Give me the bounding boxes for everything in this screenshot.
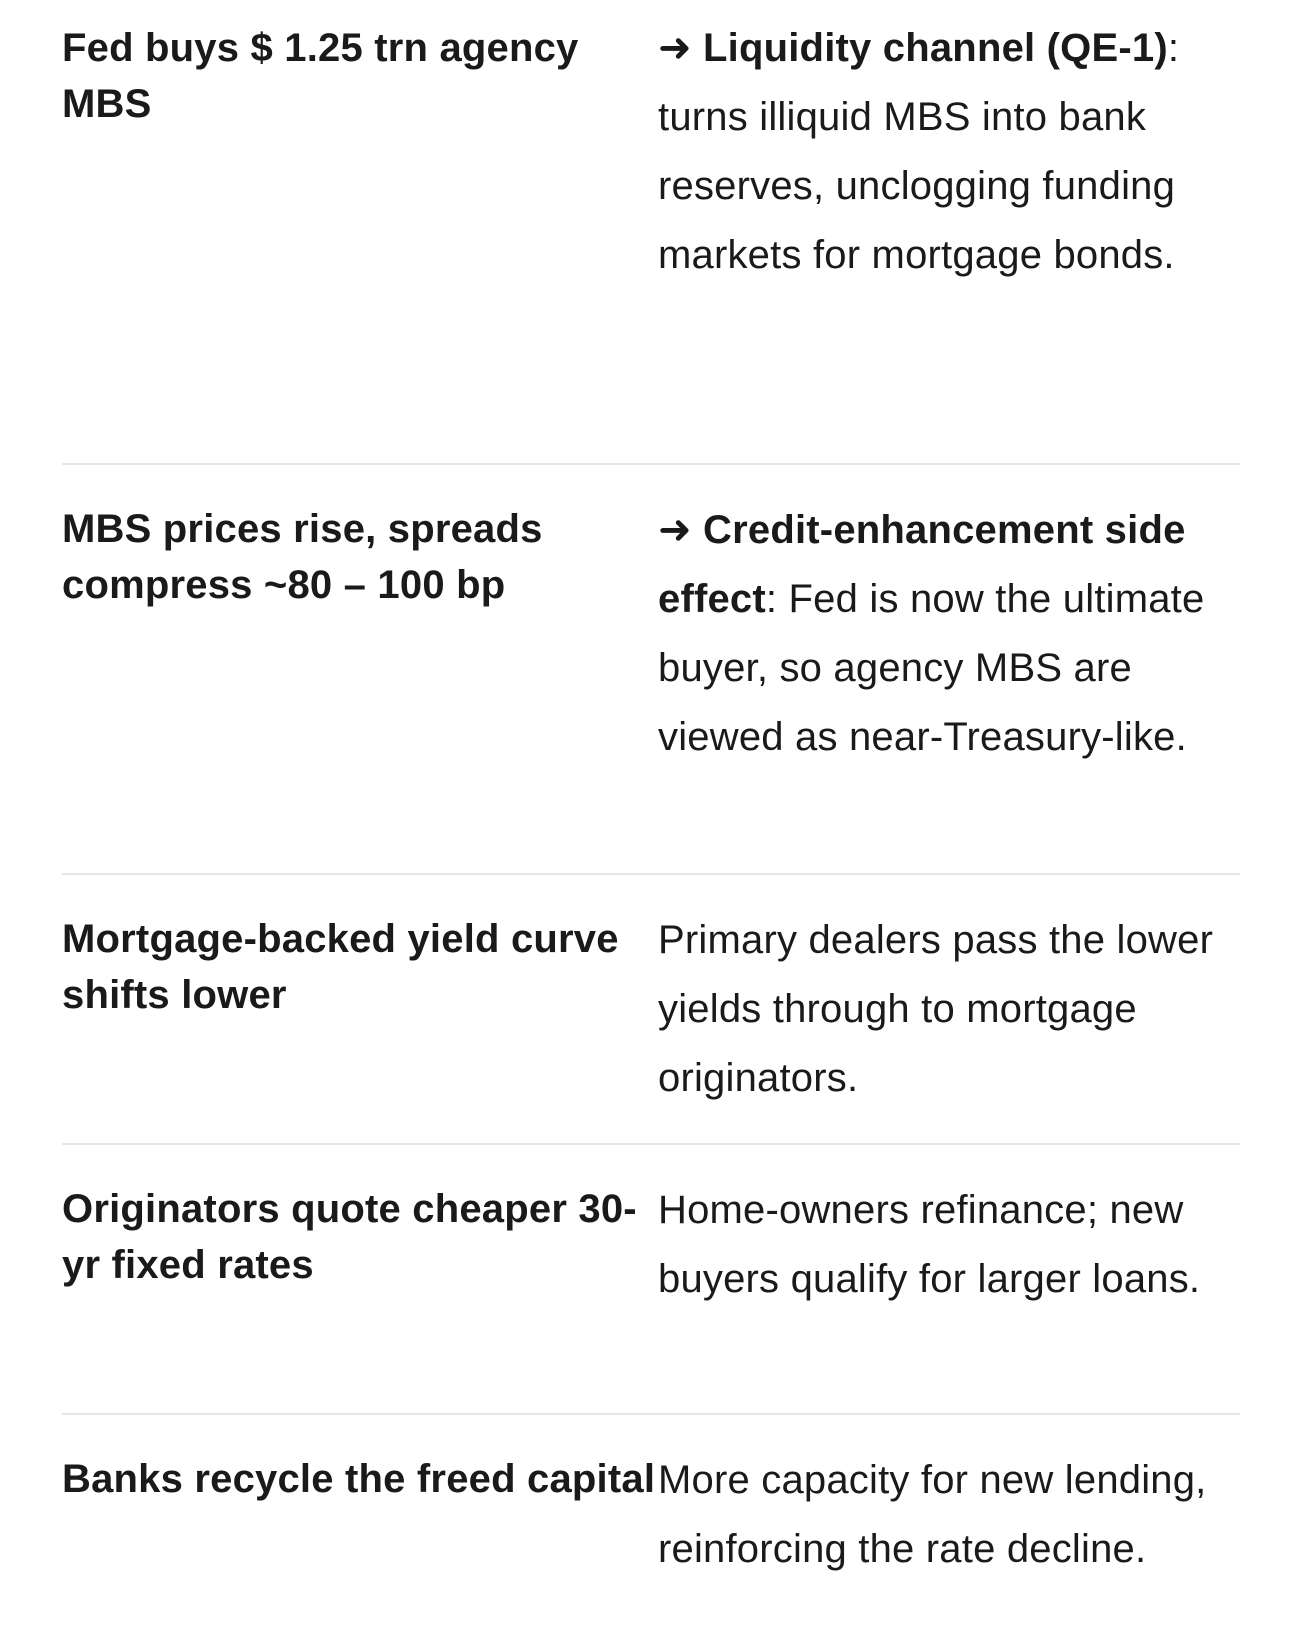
cause-cell: MBS prices rise, spreads compress ~80 – 100 bp: [62, 507, 543, 607]
effect-cell: Primary dealers pass the lower yields through to mortgage originators.: [658, 918, 1214, 1100]
table-row: [62, 465, 1240, 875]
table-row: [62, 875, 1240, 1145]
cause-cell: Fed buys $ 1.25 trn agency MBS: [62, 26, 579, 126]
transmission-table: [62, 0, 1240, 1651]
effect-text: : turns illiquid MBS into bank reserves, unclogging funding markets for mortgage bonds.: [658, 26, 1180, 277]
effect-cell: More capacity for new lending, reinforcing the rate decline.: [658, 1458, 1207, 1571]
cause-cell: Originators quote cheaper 30-yr fixed rates: [62, 1187, 637, 1287]
effect-cell: [658, 496, 1240, 772]
effect-heading: Credit-enhancement side effect: [658, 508, 1186, 621]
table-row: [62, 1415, 1240, 1651]
arrow-icon: ➜: [658, 508, 704, 552]
effect-heading: Liquidity channel (QE-1): [703, 26, 1168, 70]
arrow-icon: ➜: [658, 26, 704, 70]
effect-cell: Home-owners refinance; new buyers qualify for larger loans.: [658, 1188, 1201, 1301]
cause-cell: Banks recycle the freed capital: [62, 1457, 656, 1501]
table-row: [62, 1145, 1240, 1415]
effect-text: : Fed is now the ultimate buyer, so agency MBS are viewed as near-Treasury-like.: [658, 577, 1205, 759]
effect-cell: [658, 14, 1240, 290]
table-row: [62, 0, 1240, 465]
cause-cell: Mortgage-backed yield curve shifts lower: [62, 917, 619, 1017]
